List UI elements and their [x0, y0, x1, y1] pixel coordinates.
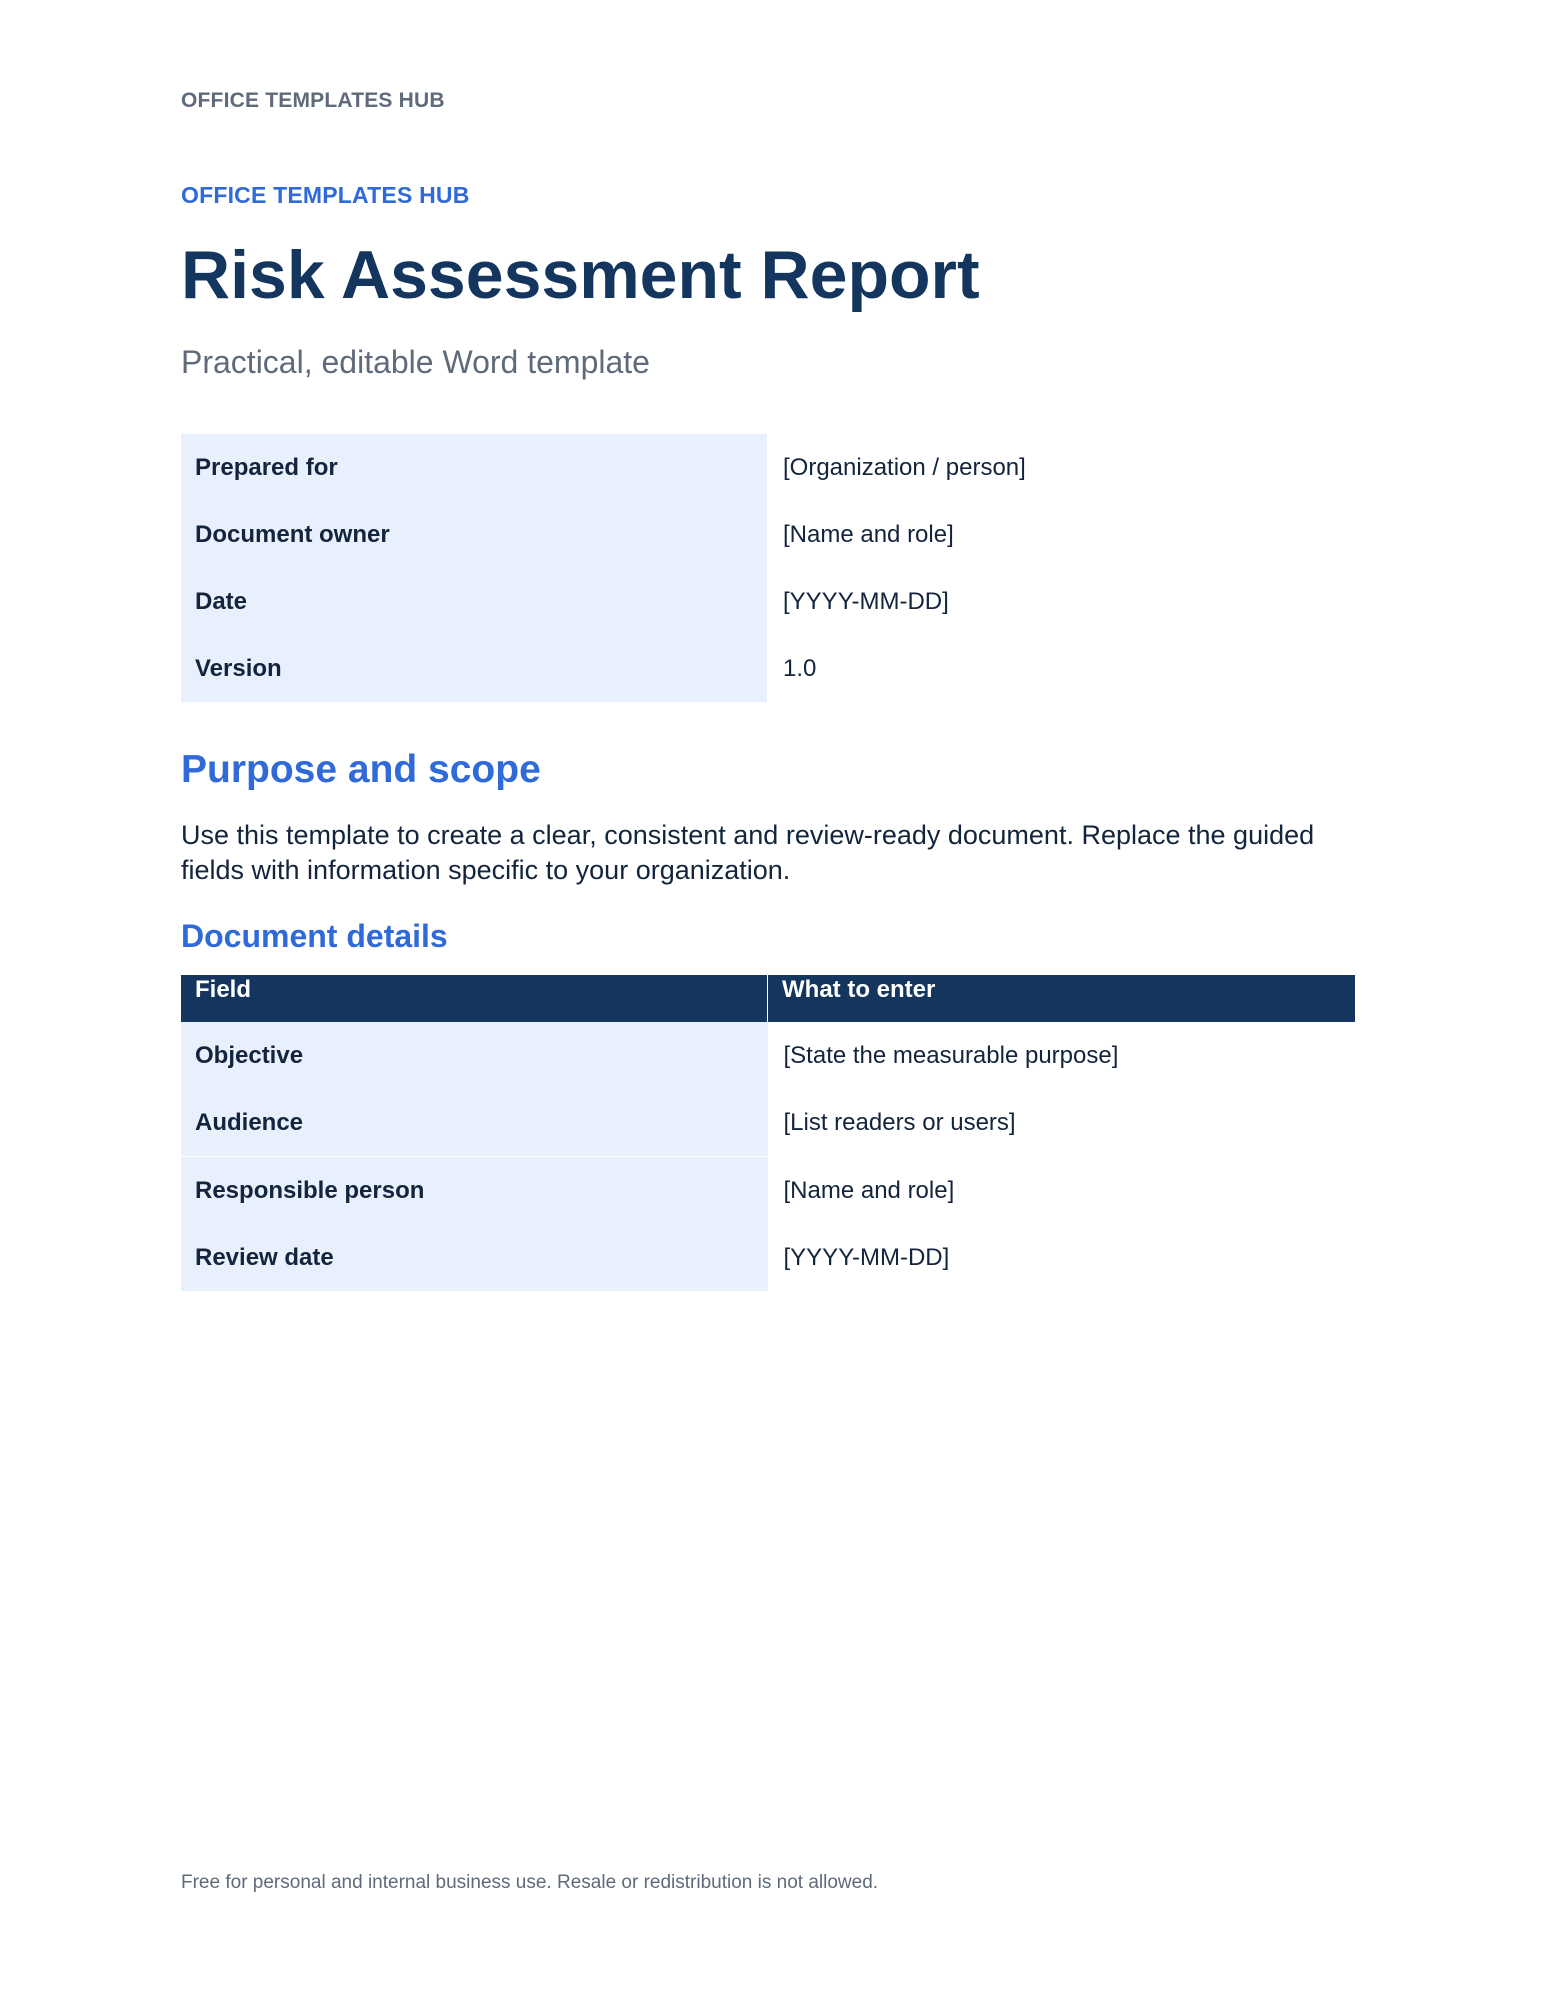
- metadata-table: [181, 434, 1355, 702]
- purpose-heading: Purpose and scope: [181, 748, 541, 791]
- details-label-objective: Objective: [181, 1022, 768, 1089]
- meta-label-date: Date: [181, 568, 767, 635]
- document-title: Risk Assessment Report: [181, 237, 980, 313]
- meta-label-version: Version: [181, 635, 767, 702]
- details-label-responsible-person: Responsible person: [181, 1157, 768, 1225]
- table-row: [181, 1157, 1355, 1225]
- meta-label-prepared-for: Prepared for: [181, 434, 767, 501]
- details-label-review-date: Review date: [181, 1224, 768, 1291]
- meta-value-date[interactable]: [YYYY-MM-DD]: [783, 587, 949, 615]
- meta-value-document-owner[interactable]: [Name and role]: [783, 520, 954, 548]
- document-subtitle: Practical, editable Word template: [181, 344, 650, 380]
- details-value-responsible-person[interactable]: [Name and role]: [768, 1157, 1356, 1225]
- details-label-audience: Audience: [181, 1089, 768, 1157]
- purpose-paragraph: Use this template to create a clear, consistent and review-ready document. Replace the guided fields with information specific to your organization.: [181, 820, 1315, 885]
- details-value-audience[interactable]: [List readers or users]: [783, 1108, 1016, 1136]
- table-row: [181, 1089, 1355, 1157]
- table-row: [181, 635, 1355, 702]
- table-row: [181, 568, 1355, 635]
- table-row: [181, 1022, 1355, 1089]
- details-value-objective[interactable]: [State the measurable purpose]: [783, 1041, 1119, 1069]
- table-header-row: [181, 975, 1355, 1022]
- meta-value-prepared-for[interactable]: [Organization / person]: [783, 453, 1026, 481]
- table-row: [181, 501, 1355, 568]
- meta-label-document-owner: Document owner: [181, 501, 767, 568]
- running-header: OFFICE TEMPLATES HUB: [181, 89, 445, 112]
- details-table: [181, 975, 1355, 1291]
- table-row: [181, 434, 1355, 501]
- table-row: [181, 1224, 1355, 1291]
- column-header-field: Field: [181, 975, 768, 1022]
- details-value-review-date[interactable]: [YYYY-MM-DD]: [783, 1243, 950, 1271]
- footer-notice: Free for personal and internal business use. Resale or redistribution is not allowed.: [181, 1872, 879, 1893]
- brand-label: OFFICE TEMPLATES HUB: [181, 182, 470, 208]
- column-header-what-to-enter: What to enter: [768, 975, 1356, 1022]
- details-heading: Document details: [181, 918, 448, 954]
- meta-value-version[interactable]: 1.0: [783, 654, 817, 682]
